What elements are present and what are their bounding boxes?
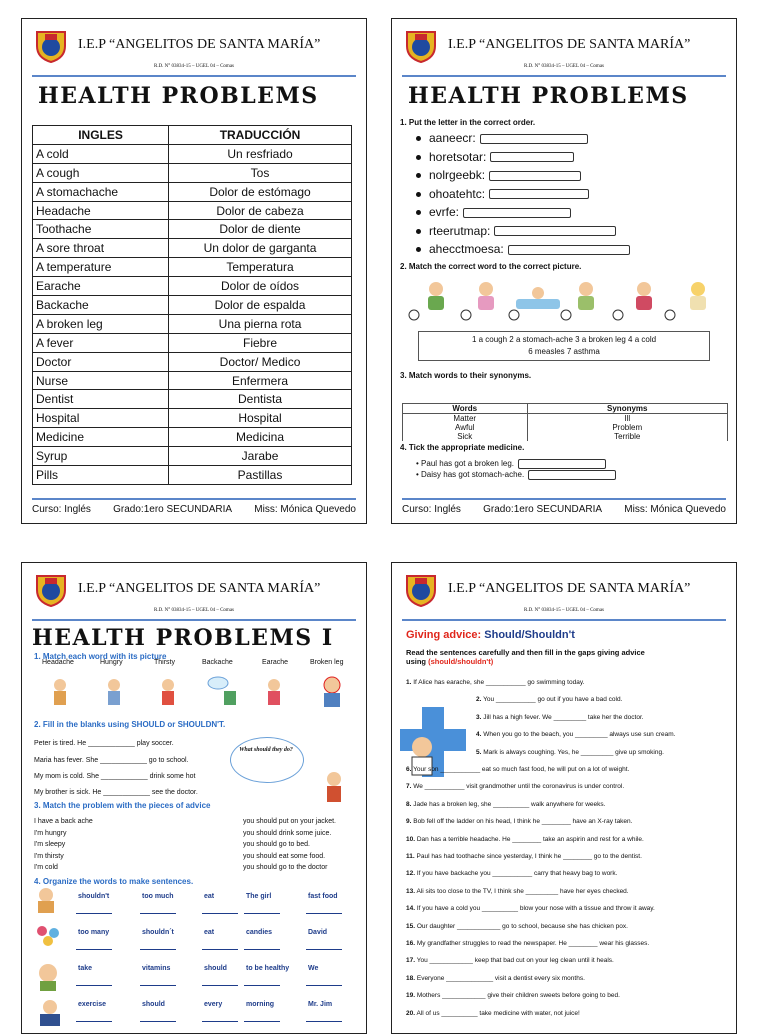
vitamins-picture — [39, 964, 57, 991]
page-header — [22, 19, 366, 77]
question-3: 3. Match words to their synonyms. — [400, 371, 532, 380]
scrambled-word: rteerutmap: — [429, 223, 491, 238]
table-row — [33, 182, 352, 201]
sentence-text: Mothers ____________ give their children sweets before going to bed. — [416, 992, 620, 1000]
scramble-word: too much — [142, 893, 174, 900]
advice-sentence — [406, 783, 624, 790]
school-name: I.E.P “ANGELITOS DE SANTA MARÍA” — [448, 37, 691, 52]
thought-bubble — [230, 737, 304, 783]
scramble-word: David — [308, 929, 328, 936]
fill-sentence: My mom is cold. She ____________ drink some hot — [34, 773, 196, 780]
bed-patient-picture — [516, 287, 560, 309]
translation-cell: Medicina — [169, 428, 352, 447]
footer-course: Curso: Inglés — [402, 504, 461, 515]
translation-cell: Pastillas — [169, 466, 352, 485]
sentence-number: 5. — [476, 748, 482, 756]
bullet-icon — [416, 247, 421, 252]
page-header — [22, 563, 366, 621]
sentence-text: Everyone _____________ visit a dentist every six months. — [416, 974, 585, 982]
resolution-number: R.D. N° 03834-15 – UGEL 04 – Comas — [523, 608, 604, 613]
worksheet-page-exercises — [391, 18, 737, 524]
table-row — [33, 371, 352, 390]
table-row — [33, 409, 352, 428]
translation-cell: Dolor de cabeza — [169, 201, 352, 220]
answer-line[interactable] — [202, 985, 238, 986]
question-4: 4. Tick the appropriate medicine. — [400, 443, 525, 452]
bullet-icon — [416, 229, 421, 234]
synonym-cell: Problem — [527, 423, 728, 432]
picture-strip — [406, 275, 726, 323]
worksheet-page-giving-advice — [391, 562, 737, 1034]
table-row — [33, 428, 352, 447]
question-2: 2. Match the correct word to the correct picture. — [400, 262, 582, 271]
scramble-word: should — [142, 1001, 165, 1008]
problem-item: I'm sleepy — [34, 841, 66, 848]
sentence-number: 9. — [406, 818, 412, 826]
medicine-sentence: Daisy has got stomach-ache. — [421, 470, 525, 480]
answer-line[interactable] — [76, 949, 112, 950]
advice-sentence — [406, 888, 629, 895]
section-4-heading: 4. Organize the words to make sentences. — [34, 877, 194, 886]
table-row — [33, 390, 352, 409]
exercise-man-picture — [40, 1000, 60, 1026]
answer-circles — [409, 310, 675, 320]
word-cell: Sick — [403, 432, 528, 441]
headache-picture — [54, 679, 66, 705]
scrambled-word: evrfe: — [429, 205, 460, 219]
school-crest-icon — [403, 28, 439, 64]
advice-sentence — [406, 818, 632, 825]
broken-leg-picture — [324, 677, 340, 707]
scramble-word: candies — [246, 929, 273, 936]
column-header-english: INGLES — [33, 126, 169, 145]
scrambled-item — [416, 205, 571, 219]
sentence-number: 15. — [406, 922, 416, 930]
word-cell: Matter — [403, 414, 528, 424]
table-row — [403, 432, 728, 441]
table-row — [33, 296, 352, 315]
scrambled-word: horetsotar: — [429, 149, 487, 164]
broken-leg-picture — [578, 282, 594, 310]
sentence-number: 3. — [476, 713, 482, 721]
header-divider — [402, 619, 726, 621]
english-cell: Backache — [33, 296, 169, 315]
section-2-heading: 2. Fill in the blanks using SHOULD or SHOULDN'T. — [34, 720, 226, 729]
advice-sentence — [406, 766, 629, 773]
english-cell: Pills — [33, 466, 169, 485]
picture-label: Backache — [202, 659, 233, 666]
scramble-word: Mr. Jim — [308, 1001, 333, 1008]
hungry-picture — [108, 679, 120, 705]
english-cell: A temperature — [33, 258, 169, 277]
bullet-icon — [416, 155, 421, 160]
translation-cell: Una pierna rota — [169, 314, 352, 333]
answer-line[interactable] — [244, 913, 280, 914]
table-row — [33, 352, 352, 371]
sentence-text: You ____________ keep that bad cut on your leg clean until it heals. — [416, 957, 614, 965]
english-cell: Headache — [33, 201, 169, 220]
answer-line[interactable] — [140, 949, 176, 950]
advice-item: you should go to bed. — [243, 841, 310, 848]
worksheet-page-should — [21, 562, 367, 1034]
section-1-heading: 1. Match each word with its picture — [34, 652, 167, 661]
scramble-word: exercise — [78, 1001, 107, 1008]
page-footer — [32, 498, 356, 515]
advice-sentence — [406, 679, 584, 686]
sentence-text: We ___________ visit grandmother until the coronavirus is under control. — [413, 783, 625, 791]
picture-label: Hungry — [100, 659, 123, 666]
instructions-line-1: Read the sentences carefully and then fill in the gaps giving advice — [406, 648, 645, 657]
answer-box[interactable] — [489, 171, 581, 181]
sentence-text: Your son ___________ eat so much fast food, he will put on a lot of weight. — [413, 766, 630, 773]
header-divider — [402, 75, 726, 77]
sentence-text: You ___________ go out if you have a bad cold. — [483, 696, 623, 704]
picture-label: Earache — [262, 659, 289, 666]
problem-item: I'm cold — [34, 864, 58, 871]
scrambled-item — [416, 150, 574, 164]
sentence-number: 8. — [406, 800, 412, 808]
sentence-number: 18. — [406, 974, 416, 982]
page-title: HEALTH PROBLEMS — [408, 83, 689, 109]
picture-label: Thirsty — [154, 659, 175, 666]
scramble-word: fast food — [308, 893, 338, 900]
question-1: 1. Put the letter in the correct order. — [400, 118, 536, 127]
advice-sentence — [406, 975, 585, 982]
scrambled-word: aaneecr: — [429, 131, 476, 145]
translation-cell: Enfermera — [169, 371, 352, 390]
sentence-text: Mark is always coughing. Yes, he _________ give up smoking. — [483, 748, 664, 756]
table-row — [33, 144, 352, 163]
scramble-word: morning — [246, 1001, 274, 1008]
resolution-number: R.D. N° 03834-15 – UGEL 04 – Comas — [523, 64, 604, 69]
medicine-sentence: Paul has got a broken leg. — [421, 459, 514, 469]
english-cell: Medicine — [33, 428, 169, 447]
sentence-number: 7. — [406, 783, 412, 791]
synonym-cell: Ill — [527, 414, 728, 424]
problem-item: I have a back ache — [34, 818, 93, 825]
coughing-girl-picture — [636, 282, 652, 310]
advice-sentence — [406, 940, 649, 947]
fill-sentence: My brother is sick. He ____________ see the doctor. — [34, 789, 198, 796]
scramble-word: to be healthy — [246, 965, 290, 972]
bullet-icon — [416, 173, 421, 178]
advice-item: you should go to the doctor — [243, 864, 328, 871]
scramble-word: eat — [204, 893, 215, 900]
sentence-text: If Alice has earache, she ___________ go swimming today. — [413, 679, 585, 686]
picture-label: Broken leg — [310, 659, 344, 666]
footer-course: Curso: Inglés — [32, 504, 91, 515]
answer-line[interactable] — [306, 913, 342, 914]
answer-line[interactable] — [306, 985, 342, 986]
page-title: HEALTH PROBLEMS I — [32, 625, 334, 651]
scrambled-item — [416, 168, 581, 182]
table-row — [33, 201, 352, 220]
footer-grade: Grado:1ero SECUNDARIA — [113, 504, 233, 515]
advice-sentence — [406, 853, 642, 860]
translation-cell: Dentista — [169, 390, 352, 409]
options-line-2: 6 measles 7 asthma — [528, 347, 600, 356]
table-row — [33, 447, 352, 466]
sentence-text: When you go to the beach, you _________ always use sun cream. — [483, 731, 676, 739]
scramble-word: too many — [78, 929, 110, 936]
english-cell: A cold — [33, 144, 169, 163]
table-row — [33, 333, 352, 352]
column-header-synonyms: Synonyms — [527, 404, 728, 414]
translation-cell: Jarabe — [169, 447, 352, 466]
footer-teacher: Miss: Mónica Quevedo — [254, 504, 356, 515]
sentence-text: Paul has had toothache since yesterday, I think he ________ go to the dentist. — [416, 853, 642, 860]
answer-line[interactable] — [244, 949, 280, 950]
answer-box[interactable] — [494, 226, 616, 236]
medicine-item: • Paul has got a broken leg. — [416, 459, 606, 469]
resolution-number: R.D. N° 03834-15 – UGEL 04 – Comas — [153, 608, 234, 613]
answer-box[interactable] — [490, 152, 574, 162]
sentence-number: 19. — [406, 992, 416, 1000]
english-cell: A sore throat — [33, 239, 169, 258]
answer-line[interactable] — [202, 913, 238, 914]
advice-sentence — [476, 696, 622, 703]
sick-child-picture — [428, 282, 444, 310]
advice-item: you should drink some juice. — [243, 829, 332, 837]
scramble-word: should — [204, 965, 227, 972]
english-cell: A broken leg — [33, 314, 169, 333]
sentence-text: Jill has a high fever. We _________ take her the doctor. — [483, 713, 644, 721]
sentence-pictures — [32, 885, 72, 1030]
section-3-heading: 3. Match the problem with the pieces of advice — [34, 801, 211, 810]
scramble-word: every — [204, 1001, 223, 1008]
footer-grade: Grado:1ero SECUNDARIA — [483, 504, 603, 515]
synonyms-table — [402, 403, 728, 441]
english-cell: Earache — [33, 277, 169, 296]
translation-cell: Dolor de espalda — [169, 296, 352, 315]
advice-sentence — [406, 801, 605, 808]
title-blue: Should/Shouldn't — [484, 629, 575, 641]
scramble-word: eat — [204, 929, 215, 936]
translation-cell: Un dolor de garganta — [169, 239, 352, 258]
header-divider — [32, 619, 356, 621]
synonym-cell: Terrible — [527, 432, 728, 441]
table-row — [33, 277, 352, 296]
advice-item: you should eat some food. — [243, 852, 326, 860]
page-title: HEALTH PROBLEMS — [38, 83, 319, 109]
earache-picture — [268, 679, 280, 705]
scramble-word: shouldn't — [78, 893, 110, 900]
table-row — [33, 466, 352, 485]
sentence-text: If you have a cold you __________ blow your nose with a tissue and throw it away. — [416, 905, 655, 913]
girl-eating-picture — [38, 888, 54, 913]
scrambled-word: ahecctmoesa: — [429, 242, 504, 256]
page-header — [392, 563, 736, 621]
translation-cell: Hospital — [169, 409, 352, 428]
scramble-word: take — [78, 965, 93, 972]
advice-sentence — [476, 749, 664, 756]
english-cell: Nurse — [33, 371, 169, 390]
scrambled-word: ohoatehtc: — [429, 186, 486, 201]
health-problem-pictures — [42, 675, 352, 715]
answer-line[interactable] — [306, 949, 342, 950]
answer-line[interactable] — [76, 913, 112, 914]
scramble-word: We — [308, 965, 319, 972]
bullet-icon — [416, 210, 421, 215]
answer-box[interactable] — [480, 134, 588, 144]
sentence-number: 10. — [406, 835, 416, 843]
school-name: I.E.P “ANGELITOS DE SANTA MARÍA” — [78, 37, 321, 52]
school-name: I.E.P “ANGELITOS DE SANTA MARÍA” — [78, 581, 321, 596]
answer-line[interactable] — [140, 1021, 176, 1022]
options-line-1: 1 a cough 2 a stomach-ache 3 a broken leg 4 a cold — [471, 335, 657, 344]
footer-teacher: Miss: Mónica Quevedo — [624, 504, 726, 515]
sentence-text: All of us __________ take medicine with water, not juice! — [416, 1009, 580, 1017]
problem-item: I'm thirsty — [34, 852, 64, 860]
sentence-text: Ali sits too close to the TV, I think she _________ have her eyes checked. — [416, 887, 629, 895]
answer-line[interactable] — [202, 949, 238, 950]
answer-line[interactable] — [76, 1021, 112, 1022]
column-header-translation: TRADUCCIÓN — [169, 126, 352, 145]
backache-picture — [208, 677, 236, 705]
table-row — [403, 414, 728, 424]
bullet-icon — [416, 136, 421, 141]
measles-child-picture — [690, 282, 706, 310]
sentence-number: 13. — [406, 887, 416, 895]
translation-cell: Dolor de estómago — [169, 182, 352, 201]
advice-sentence — [406, 957, 614, 964]
scramble-word: vitamins — [142, 965, 171, 972]
medicine-item: • Daisy has got stomach-ache. — [416, 470, 616, 480]
school-crest-icon — [33, 572, 69, 608]
instructions — [406, 648, 645, 666]
english-cell: Syrup — [33, 447, 169, 466]
advice-sentence — [406, 992, 620, 999]
sentence-text: Jade has a broken leg, she __________ walk anywhere for weeks. — [413, 800, 606, 808]
answer-line[interactable] — [244, 1021, 280, 1022]
answer-line[interactable] — [244, 985, 280, 986]
instructions-line-2: using — [406, 657, 429, 666]
answer-line[interactable] — [202, 1021, 238, 1022]
answer-line[interactable] — [306, 1021, 342, 1022]
sentence-text: My grandfather struggles to read the newspaper. He ________ wear his glasses. — [416, 940, 650, 947]
school-crest-icon — [403, 572, 439, 608]
translation-cell: Un resfriado — [169, 144, 352, 163]
page-title — [406, 629, 575, 641]
table-row — [33, 258, 352, 277]
scrambled-item — [416, 242, 630, 256]
sentence-number: 17. — [406, 957, 416, 965]
page-footer — [402, 498, 726, 515]
english-cell: A fever — [33, 333, 169, 352]
advice-sentence — [406, 870, 617, 877]
sentence-number: 12. — [406, 870, 416, 878]
thought-bubble-text: What should they do? — [239, 747, 293, 753]
sentence-number: 2. — [476, 696, 482, 704]
vocabulary-table — [32, 125, 352, 485]
answer-box[interactable] — [463, 208, 571, 218]
worksheet-page-vocabulary — [21, 18, 367, 524]
header-divider — [32, 75, 356, 77]
advice-sentence — [406, 836, 644, 843]
thirsty-picture — [162, 679, 174, 705]
instructions-highlight: (should/shouldn't) — [428, 657, 494, 666]
page-header — [392, 19, 736, 77]
stomach-ache-picture — [478, 282, 494, 310]
fill-sentence: Maria has fever. She ____________ go to school. — [34, 757, 189, 764]
translation-cell: Tos — [169, 163, 352, 182]
advice-item: you should put on your jacket. — [243, 818, 337, 825]
english-cell: Dentist — [33, 390, 169, 409]
advice-sentence — [476, 731, 675, 738]
sentence-number: 4. — [476, 731, 482, 739]
thinking-boy-picture — [320, 771, 348, 807]
translation-cell: Dolor de oídos — [169, 277, 352, 296]
sentence-text: Bob fell off the ladder on his head, I think he ________ have an X-ray taken. — [413, 818, 633, 826]
advice-sentence — [406, 905, 655, 912]
sentence-text: If you have backache you ___________ carry that heavy bag to work. — [416, 870, 618, 878]
word-cell: Awful — [403, 423, 528, 432]
table-row — [33, 220, 352, 239]
school-crest-icon — [33, 28, 69, 64]
answer-box[interactable] — [508, 245, 630, 255]
bullet-icon — [416, 192, 421, 197]
table-row — [33, 239, 352, 258]
english-cell: Toothache — [33, 220, 169, 239]
translation-cell: Doctor/ Medico — [169, 352, 352, 371]
answer-box[interactable] — [528, 470, 616, 480]
sentence-number: 14. — [406, 905, 416, 913]
options-box — [418, 331, 710, 361]
scrambled-item — [416, 224, 616, 238]
table-row — [33, 163, 352, 182]
english-cell: Doctor — [33, 352, 169, 371]
advice-sentence — [406, 1010, 580, 1017]
answer-line[interactable] — [140, 985, 176, 986]
translation-cell: Dolor de diente — [169, 220, 352, 239]
table-row — [33, 314, 352, 333]
english-cell: A cough — [33, 163, 169, 182]
scrambled-item — [416, 187, 589, 201]
scrambled-item — [416, 131, 588, 145]
resolution-number: R.D. N° 03834-15 – UGEL 04 – Comas — [153, 64, 234, 69]
picture-label: Headache — [42, 659, 74, 666]
translation-cell: Fiebre — [169, 333, 352, 352]
scramble-word: The girl — [246, 893, 272, 900]
candies-picture — [37, 926, 59, 946]
sentence-text: Dan has a terrible headache. He ________ take an aspirin and rest for a while. — [416, 835, 644, 843]
sentence-number: 1. — [406, 679, 412, 686]
column-header-words: Words — [403, 404, 528, 414]
sentence-number: 20. — [406, 1009, 416, 1017]
answer-box[interactable] — [489, 189, 589, 199]
advice-sentence — [476, 714, 644, 721]
problem-item: I'm hungry — [34, 829, 67, 837]
answer-box[interactable] — [518, 459, 606, 469]
sentence-number: 16. — [406, 940, 416, 947]
sentence-text: Our daughter ____________ go to school, because she has chicken pox. — [416, 922, 628, 930]
title-red: Giving advice: — [406, 629, 482, 641]
scramble-word: shouldn´t — [142, 929, 174, 936]
english-cell: Hospital — [33, 409, 169, 428]
fill-sentence: Peter is tired. He ____________ play soccer. — [34, 740, 174, 747]
scrambled-word: nolrgeebk: — [429, 168, 486, 182]
sentence-number: 6. — [406, 766, 412, 773]
school-name: I.E.P “ANGELITOS DE SANTA MARÍA” — [448, 581, 691, 596]
advice-sentence — [406, 923, 628, 930]
table-row — [403, 423, 728, 432]
answer-line[interactable] — [140, 913, 176, 914]
answer-line[interactable] — [76, 985, 112, 986]
sentence-number: 11. — [406, 853, 415, 860]
translation-cell: Temperatura — [169, 258, 352, 277]
english-cell: A stomachache — [33, 182, 169, 201]
